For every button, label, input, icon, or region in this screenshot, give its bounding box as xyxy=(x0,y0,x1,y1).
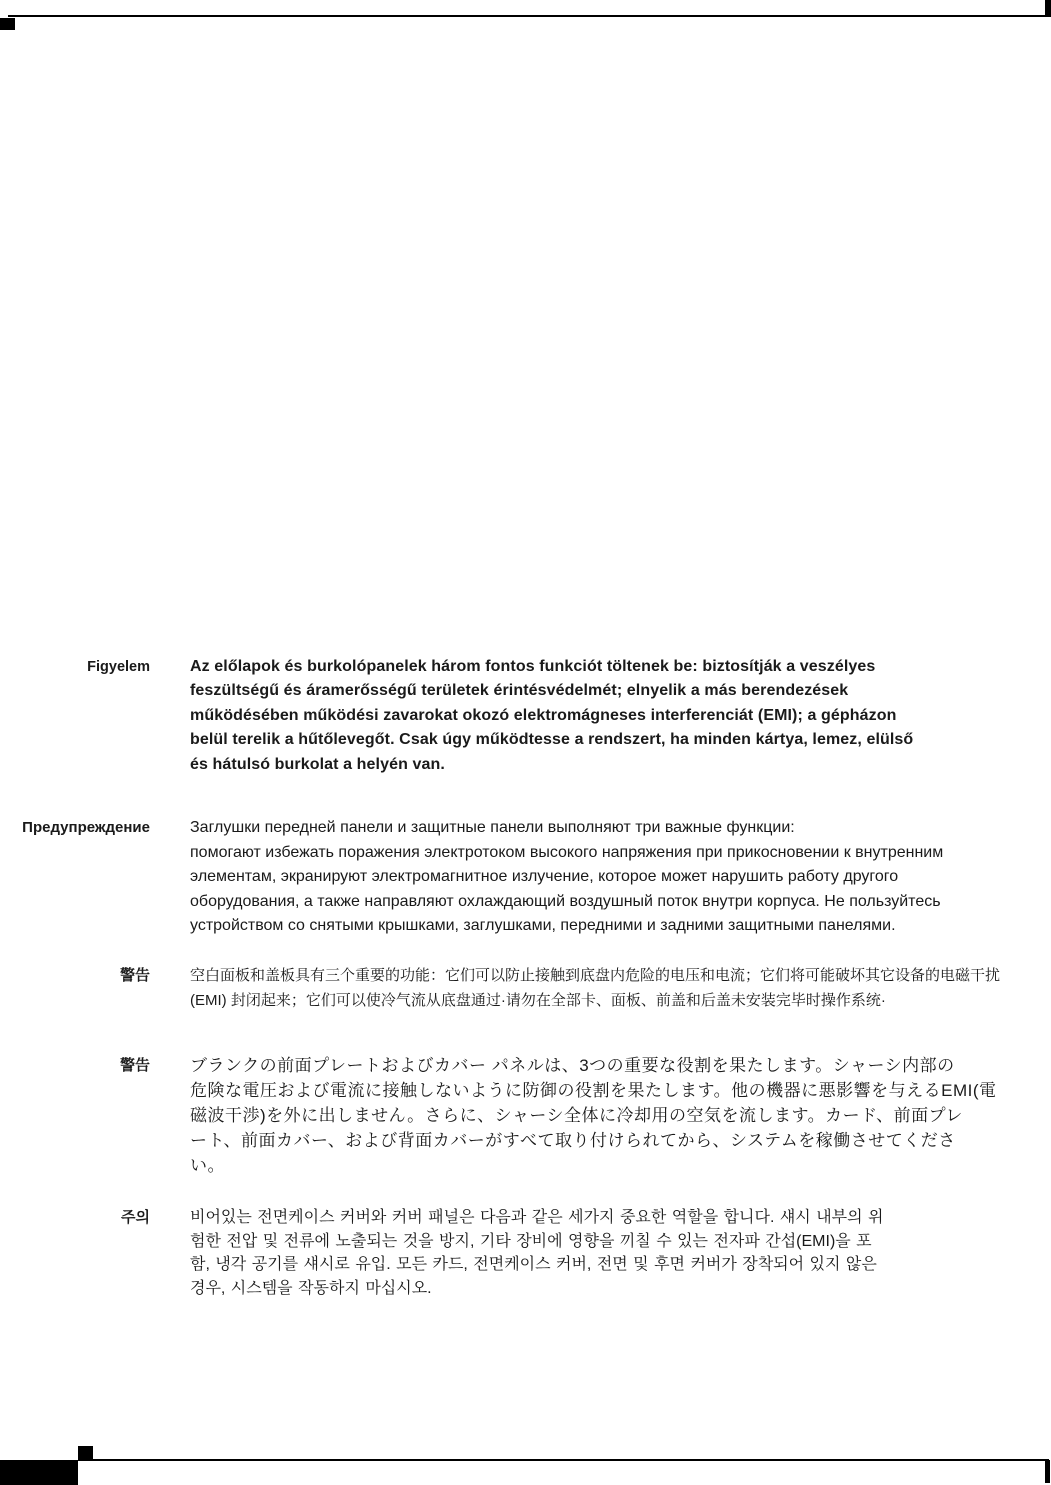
bottom-rule xyxy=(78,1459,1049,1461)
warning-line: Заглушки передней панели и защитные панели выполняют три важные функции: xyxy=(190,819,795,836)
warning-text-chinese xyxy=(190,963,1000,1013)
warning-label-japanese: 警告 xyxy=(119,1057,150,1074)
warning-text-hungarian xyxy=(190,655,913,777)
warning-line: 危険な電圧および電流に接触しないように防御の役割を果たします。他の機器に悪影響を与えるEMI(電 xyxy=(190,1081,997,1100)
warning-line: működésében működési zavarokat okozó elektromágneses interferenciát (EMI); a gépházon xyxy=(190,706,897,724)
warning-section-russian xyxy=(0,816,943,939)
top-right-crop-mark xyxy=(1045,0,1051,17)
bottom-left-crop-mark xyxy=(78,1446,93,1460)
warning-text-russian xyxy=(190,816,943,939)
warning-line: 磁波干渉)を外に出しません。さらに、シャーシ全体に冷却用の空気を流します。カード、前面プレ xyxy=(190,1106,963,1125)
warning-line: (EMI) 封闭起来；它们可以使冷气流从底盘通过·请勿在全部卡、面板、前盖和后盖未安装完毕时操作系统· xyxy=(190,992,886,1009)
bottom-left-footer-bar xyxy=(0,1460,78,1485)
warning-line: элементам, экранируют электромагнитное излучение, которое может нарушить работу другого xyxy=(190,868,899,885)
warning-label-chinese: 警告 xyxy=(119,967,150,984)
warning-label-russian: Предупреждение xyxy=(22,819,150,836)
warning-line: 험한 전압 및 전류에 노출되는 것을 방지, 기타 장비에 영향을 끼칠 수 있는 전자파 간섭(EMI)을 포 xyxy=(190,1232,872,1250)
warning-section-korean xyxy=(0,1206,883,1300)
warning-line: い。 xyxy=(190,1156,225,1175)
warning-label-hungarian: Figyelem xyxy=(87,659,150,675)
warning-label-korean: 주의 xyxy=(121,1209,150,1226)
warning-line: belül terelik a hűtőlevegőt. Csak úgy működtesse a rendszert, ha minden kártya, lemez, elülső xyxy=(190,731,914,749)
warning-line: оборудования, а также направляют охлаждающий воздушный поток внутри корпуса. Не пользуйтесь xyxy=(190,892,941,910)
warning-line: помогают избежать поражения электротоком высокого напряжения при прикосновении к внутренним xyxy=(190,843,944,861)
warning-section-hungarian xyxy=(0,655,913,777)
warning-line: 비어있는 전면케이스 커버와 커버 패널은 다음과 같은 세가지 중요한 역할을 합니다. 섀시 내부의 위 xyxy=(190,1209,884,1226)
warning-text-korean xyxy=(190,1206,883,1300)
warning-section-chinese xyxy=(0,963,1000,1013)
warning-line: 함, 냉각 공기를 섀시로 유입. 모든 카드, 전면케이스 커버, 전면 및 후면 커버가 장착되어 있지 않은 xyxy=(190,1256,877,1273)
top-left-crop-mark xyxy=(0,18,15,30)
top-rule xyxy=(8,15,1049,17)
warning-line: 경우, 시스템을 작동하지 마십시오. xyxy=(190,1279,432,1297)
warning-line: ブランクの前面プレートおよびカバー パネルは、3つの重要な役割を果たします。シャーシ内部の xyxy=(190,1056,955,1075)
warning-line: feszültségű és áramerősségű területek érintésvédelmét; elnyelik a más berendezések xyxy=(190,682,849,700)
warning-line: 空白面板和盖板具有三个重要的功能：它们可以防止接触到底盘内危险的电压和电流；它们将可能破坏其它设备的电磁干扰 xyxy=(190,967,1001,984)
warning-line: és hátulsó burkolat a helyén van. xyxy=(190,755,445,773)
warning-line: Az előlapok és burkolópanelek három fontos funkciót töltenek be: biztosítják a veszélyes xyxy=(190,658,876,675)
warning-text-japanese xyxy=(190,1053,997,1178)
warning-section-japanese xyxy=(0,1053,997,1178)
bottom-right-crop-mark xyxy=(1045,1460,1050,1483)
warning-line: устройством со снятыми крышками, заглушками, передними и задними защитными панелями. xyxy=(190,917,896,934)
warning-line: ート、前面カバー、および背面カバーがすべて取り付けられてから、システムを稼働させてくださ xyxy=(190,1131,956,1150)
